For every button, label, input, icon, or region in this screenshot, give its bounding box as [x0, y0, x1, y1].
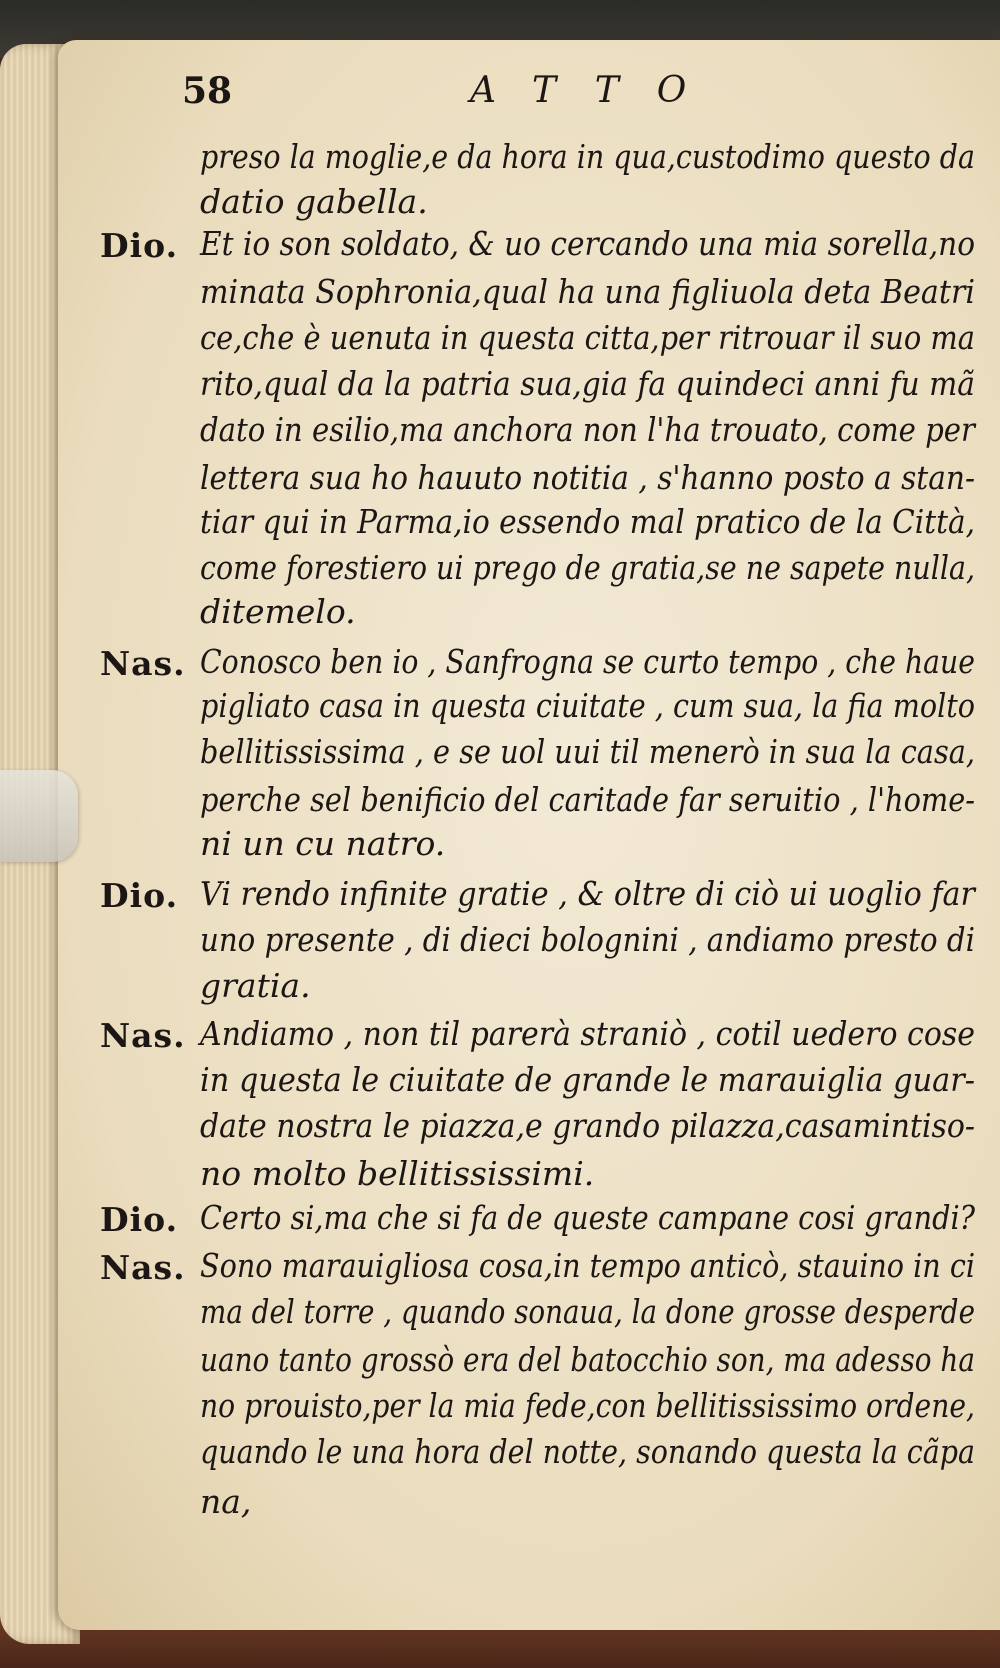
speaker-label: Dio. — [100, 226, 179, 265]
text-line — [200, 1480, 990, 1524]
speaker-label: Dio. — [100, 1200, 179, 1239]
speaker-label: Dio. — [100, 876, 179, 915]
text-line — [200, 362, 975, 406]
text-line-content: rito,qual da la patria sua,gia fa quindeci anni fu mã — [200, 364, 975, 403]
text-line-content: Sono marauigliosa cosa,in tempo anticò, stauino in ci — [200, 1246, 975, 1285]
text-line-content: quando le una hora del notte, sonando questa la cãpa — [200, 1432, 975, 1471]
text-line — [200, 684, 975, 728]
running-title: ATTO — [470, 70, 725, 111]
text-line-content: no molto bellitississimi. — [200, 1154, 595, 1193]
text-line — [200, 1384, 975, 1428]
text-line-content: bellitississima , e se uol uui til menerò in sua la casa, — [200, 732, 975, 771]
text-line — [200, 872, 975, 916]
text-line — [200, 270, 975, 314]
text-line-content: na, — [200, 1482, 252, 1521]
speaker-label: Nas. — [100, 644, 186, 683]
text-line — [200, 1338, 975, 1382]
text-line — [200, 546, 975, 590]
text-line-content: come forestiero ui prego de gratia,se ne sapete nulla, — [200, 548, 975, 587]
text-line-content: perche sel benificio del caritade far seruitio , l'home- — [200, 780, 975, 819]
text-line-content: gratia. — [200, 966, 311, 1005]
text-line — [200, 1012, 975, 1056]
text-line-content: no prouisto,per la mia fede,con bellitississimo ordene, — [200, 1386, 975, 1425]
text-line — [200, 1152, 990, 1196]
text-line — [200, 730, 975, 774]
text-line-content: uno presente , di dieci bolognini , andiamo presto di — [200, 920, 975, 959]
text-line — [200, 964, 990, 1008]
text-line — [200, 640, 975, 684]
text-line — [200, 500, 975, 544]
text-line — [200, 180, 990, 224]
text-line-content: dato in esilio,ma anchora non l'ha trouato, come per — [200, 410, 975, 449]
text-line-content: uano tanto grossò era del batocchio son, ma adesso ha — [200, 1340, 975, 1379]
text-line — [200, 135, 975, 179]
text-line — [200, 590, 990, 634]
text-line-content: ditemelo. — [200, 592, 356, 631]
text-line-content: Conosco ben io , Sanfrogna se curto tempo , che haue — [200, 642, 975, 681]
text-line-content: ma del torre , quando sonaua, la done grosse desperde — [200, 1292, 975, 1331]
text-line — [200, 822, 990, 866]
text-line-content: Et io son soldato, & uo cercando una mia sorella,no — [200, 224, 975, 263]
text-line-content: ni un cu natro. — [200, 824, 446, 863]
text-line-content: in questa le ciuitate de grande le marauiglia guar- — [200, 1060, 975, 1099]
text-line-content: pigliato casa in questa ciuitate , cum sua, la fia molto — [200, 686, 975, 725]
text-line-content: preso la moglie,e da hora in qua,custodimo questo da — [200, 137, 975, 176]
text-line — [200, 456, 975, 500]
text-line — [200, 1244, 975, 1288]
text-line-content: Andiamo , non til parerà straniò , cotil uedero cose — [200, 1014, 975, 1053]
text-line — [200, 1290, 975, 1334]
text-line — [200, 222, 975, 266]
text-line — [200, 1058, 975, 1102]
page-number: 58 — [182, 70, 233, 112]
text-line-content: datio gabella. — [200, 182, 428, 221]
text-line-content: tiar qui in Parma,io essendo mal pratico de la Città, — [200, 502, 975, 541]
text-line-content: Certo si,ma che si fa de queste campane cosi grandi? — [200, 1198, 975, 1237]
text-line — [200, 316, 975, 360]
text-line — [200, 918, 975, 962]
text-line — [200, 1430, 975, 1474]
text-line — [200, 1104, 975, 1148]
text-line-content: lettera sua ho hauuto notitia , s'hanno posto a stan- — [200, 458, 975, 497]
text-line-content: ce,che è uenuta in questa citta,per ritrouar il suo ma — [200, 318, 975, 357]
text-line-content: Vi rendo infinite gratie , & oltre di ciò ui uoglio far — [200, 874, 975, 913]
text-line — [200, 408, 975, 452]
text-line — [200, 778, 975, 822]
text-line-content: minata Sophronia,qual ha una figliuola deta Beatri — [200, 272, 975, 311]
text-line-content: date nostra le piazza,e grando pilazza,casamintiso- — [200, 1106, 975, 1145]
speaker-label: Nas. — [100, 1016, 186, 1055]
speaker-label: Nas. — [100, 1248, 186, 1287]
text-line — [200, 1196, 975, 1240]
